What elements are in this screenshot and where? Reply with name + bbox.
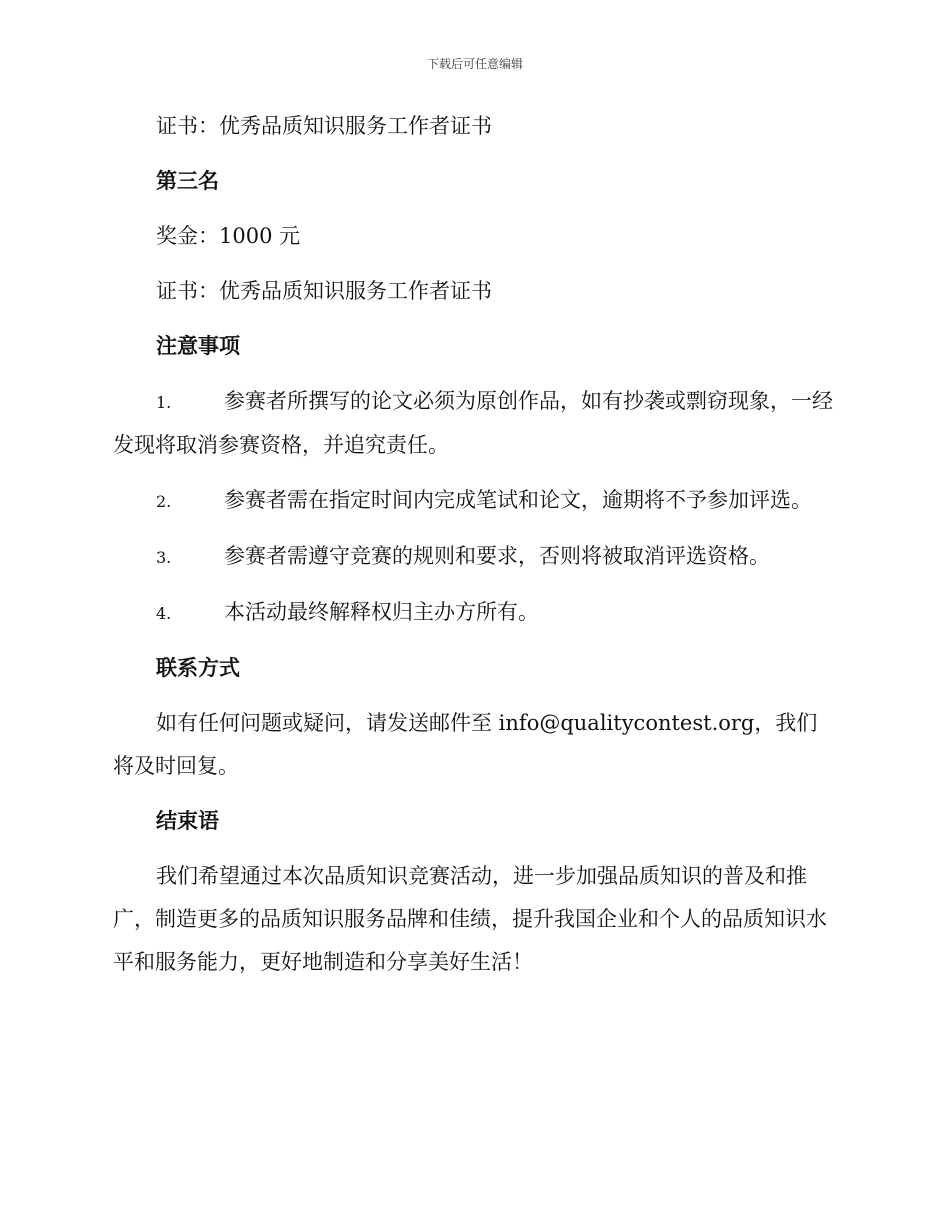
- list-item: [113, 535, 835, 579]
- third-place-heading: 第三名: [156, 169, 219, 193]
- header-note: 下载后可任意编辑: [426, 57, 523, 71]
- notes-heading: 注意事项: [156, 334, 240, 358]
- list-text: 本活动最终解释权归主办方所有。: [224, 600, 539, 624]
- closing-heading: 结束语: [156, 809, 219, 833]
- list-text: 参赛者需在指定时间内完成笔试和论文，逾期将不予参加评选。: [224, 488, 812, 512]
- second-place-certificate: 证书：优秀品质知识服务工作者证书: [156, 114, 492, 138]
- contact-text: 如有任何问题或疑问，请发送邮件至 info@qualitycontest.org，我们将及时回复。: [113, 711, 818, 778]
- list-number: 4.: [156, 604, 172, 623]
- third-place-bonus: 奖金：1000 元: [156, 224, 301, 248]
- document-body: [113, 105, 835, 984]
- list-number: 3.: [156, 548, 172, 567]
- list-text: 参赛者需遵守竞赛的规则和要求，否则将被取消评选资格。: [224, 544, 770, 568]
- closing-text: 我们希望通过本次品质知识竞赛活动，进一步加强品质知识的普及和推广，制造更多的品质知识服务品牌和佳绩，提升我国企业和个人的品质知识水平和服务能力，更好地制造和分享美好生活！: [113, 864, 827, 974]
- list-item: [113, 591, 835, 635]
- list-number: 1.: [156, 393, 172, 412]
- list-item: [113, 380, 835, 467]
- list-text: 参赛者所撰写的论文必须为原创作品，如有抄袭或剽窃现象，一经发现将取消参赛资格，并追究责任。: [113, 389, 833, 457]
- list-item: [113, 479, 835, 523]
- contact-heading: 联系方式: [156, 656, 240, 680]
- third-place-certificate: 证书：优秀品质知识服务工作者证书: [156, 279, 492, 303]
- list-number: 2.: [156, 492, 172, 511]
